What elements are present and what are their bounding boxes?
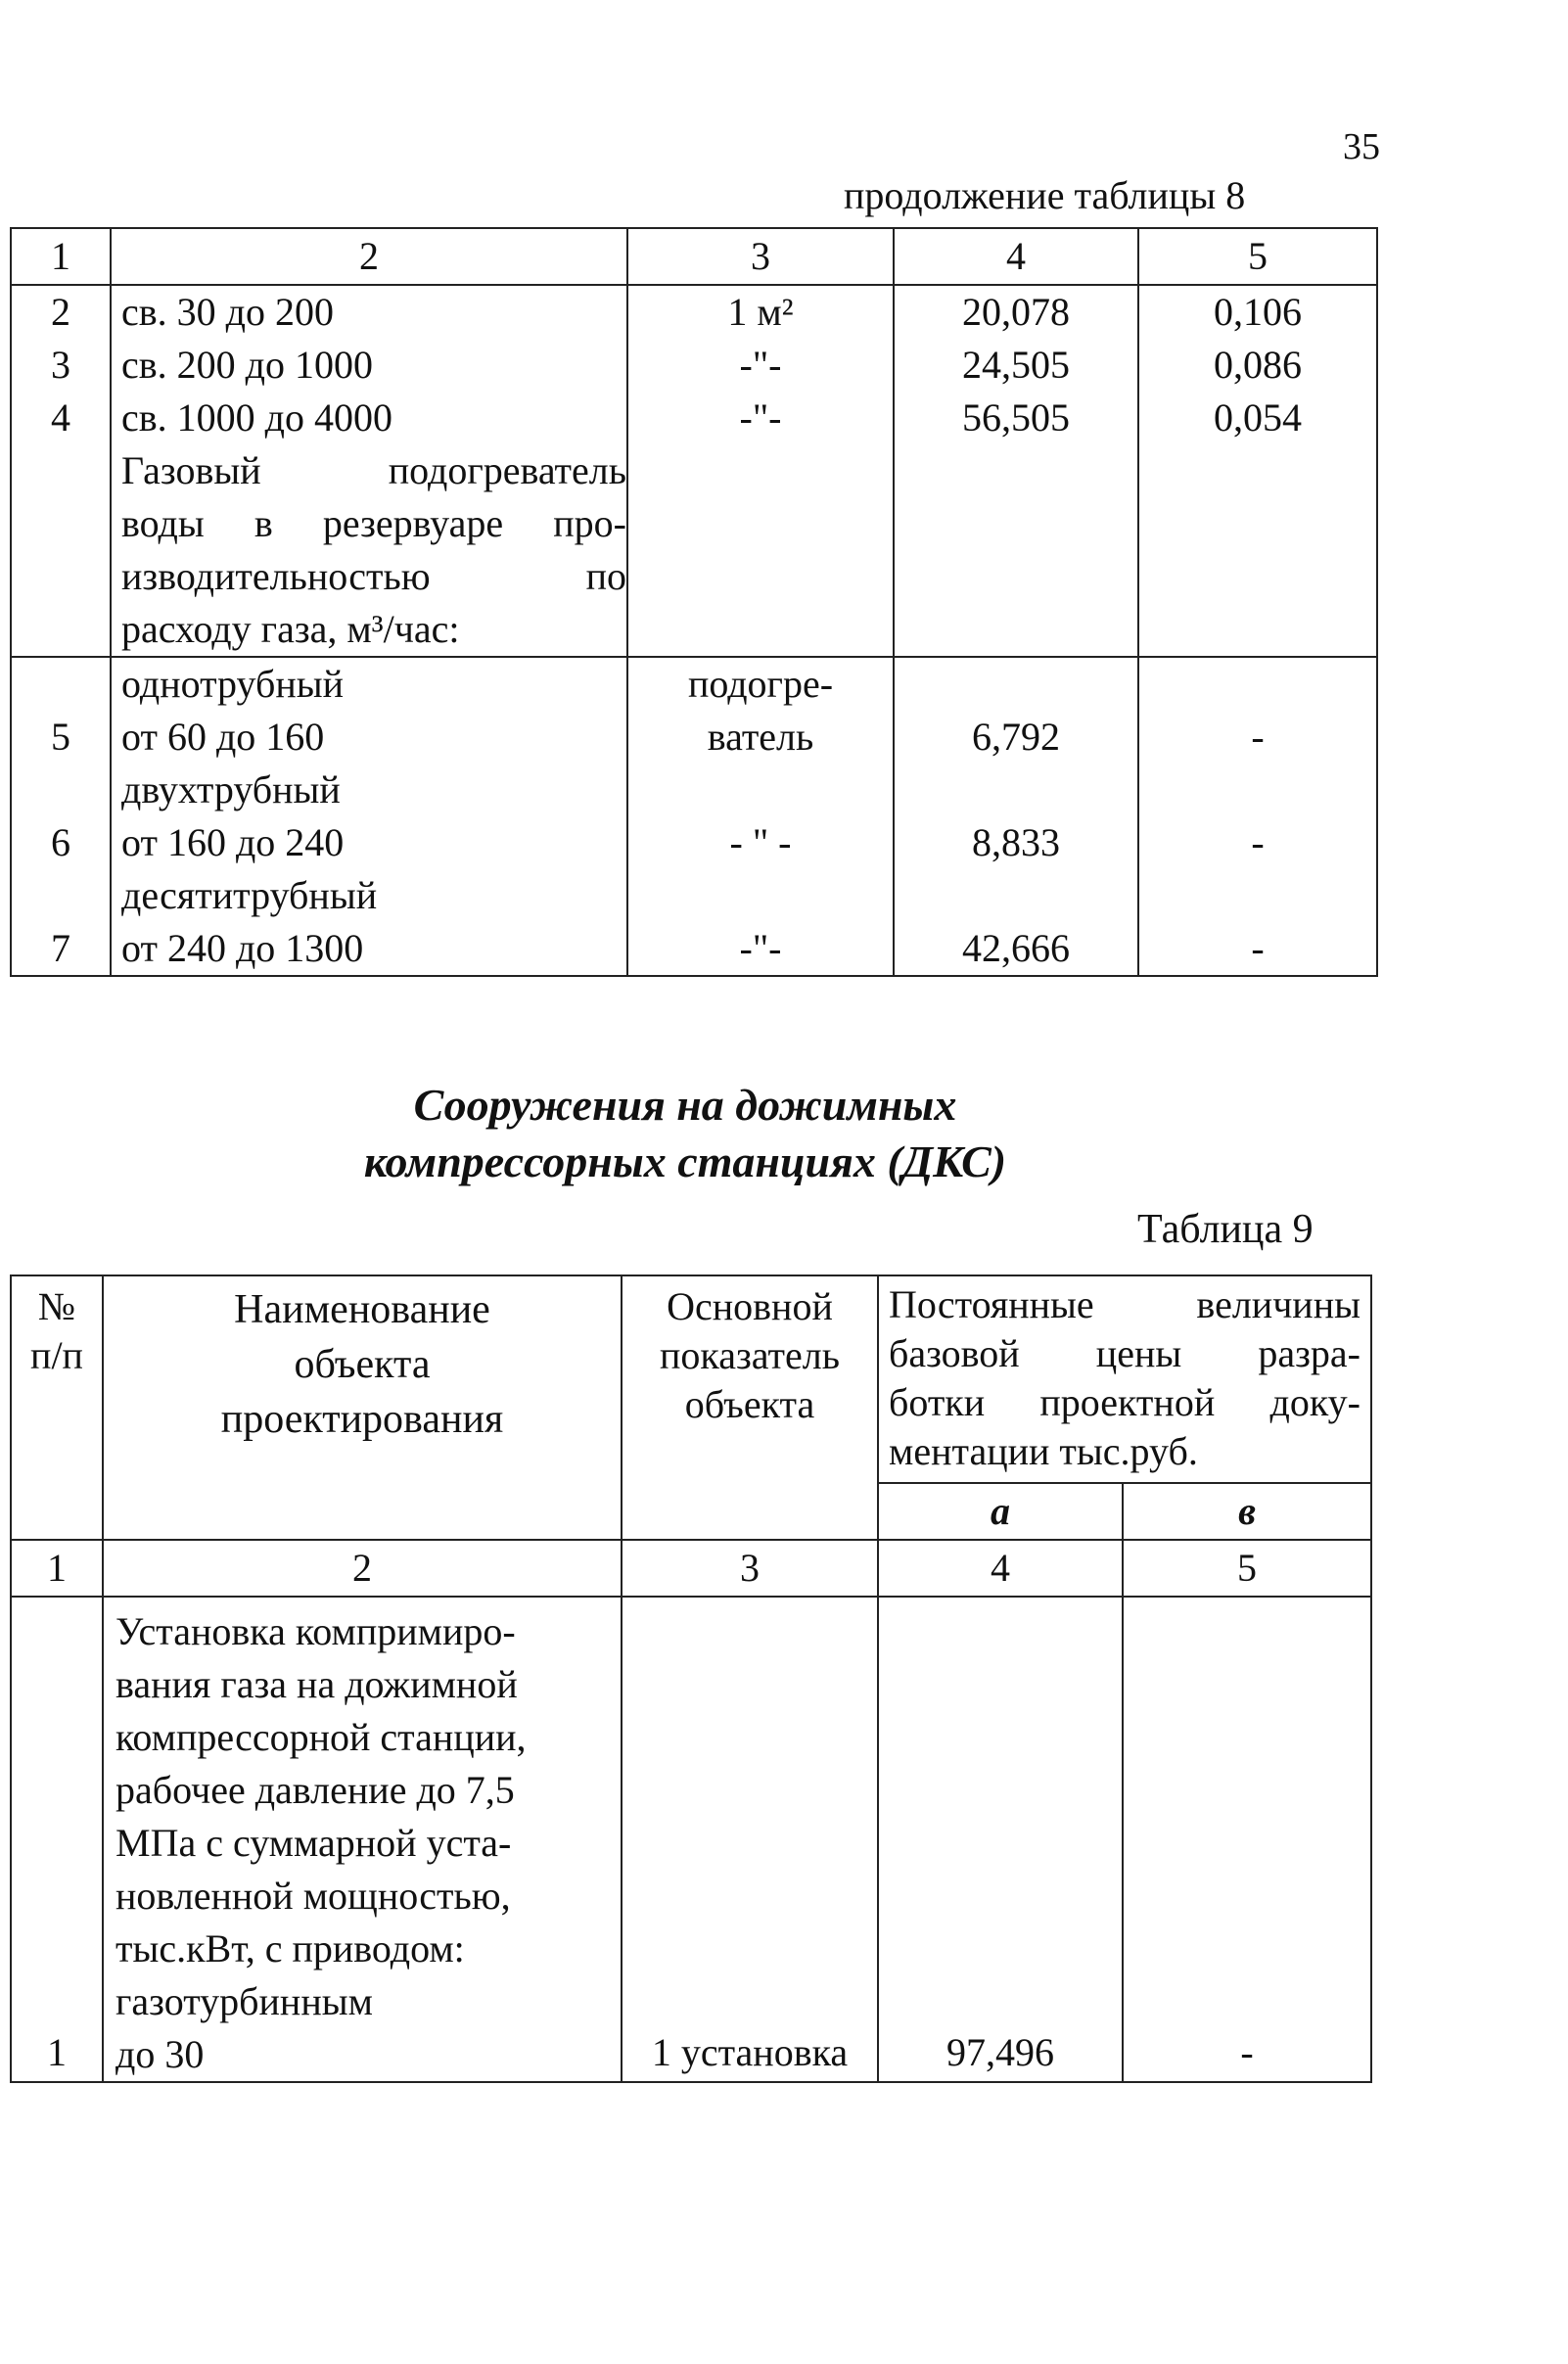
row-number: 6 [51, 820, 70, 864]
row-number: 5 [51, 715, 70, 759]
heater-type: двухтрубный [121, 767, 341, 811]
page-number: 35 [1343, 126, 1380, 167]
row-number: 7 [51, 926, 70, 970]
object-name: от 60 до 160 [121, 715, 325, 759]
header-cell: Постоянные величины базовой цены разра- ботки проектной доку- ментации тыс.руб. [878, 1275, 1371, 1483]
section-title-line: Сооружения на дожимных [413, 1080, 957, 1130]
value-a: 97,496 [878, 1597, 1123, 2082]
value-b: - [1123, 1597, 1371, 2082]
value-a: 6,792 [972, 715, 1060, 759]
value-a: 24,505 [962, 343, 1070, 387]
unit-value: -"- [739, 343, 782, 387]
value-b: 0,106 [1214, 290, 1302, 334]
section-title-line: компрессорных станциях (ДКС) [363, 1136, 1007, 1186]
heater-description-line: расходу газа, м³/час: [121, 607, 460, 651]
row-number: 4 [51, 395, 70, 440]
subheader-cell-a: а [878, 1483, 1123, 1540]
unit-value: -"- [739, 926, 782, 970]
header-cell: 4 [894, 228, 1138, 285]
section-heading [0, 1077, 1370, 1190]
row-number: 3 [51, 343, 70, 387]
value-b: 0,086 [1214, 343, 1302, 387]
object-name: св. 200 до 1000 [121, 343, 373, 387]
table-row [11, 285, 1377, 657]
header-cell: 5 [1138, 228, 1377, 285]
object-name: Установка компримиро- вания газа на дожимной компрессорной станции, рабочее давление до 7,5 МПа с суммарной уста- новленной мощностью, тыс.кВт, с приводом: газотурбинным до 30 [103, 1597, 622, 2082]
header-cell: 3 [627, 228, 894, 285]
unit-value: 1 установка [622, 1597, 878, 2082]
table-header-row [11, 1275, 1371, 1483]
value-a: 20,078 [962, 290, 1070, 334]
object-name: от 160 до 240 [121, 820, 345, 864]
column-number: 2 [103, 1540, 622, 1597]
header-cell: 2 [111, 228, 627, 285]
value-a: 8,833 [972, 820, 1060, 864]
object-name: св. 30 до 200 [121, 290, 334, 334]
unit-value: -"- [739, 395, 782, 440]
header-cell: Наименование объекта проектирования [103, 1275, 622, 1540]
row-number: 1 [11, 1597, 103, 2082]
table-row [11, 1597, 1371, 2082]
object-name: от 240 до 1300 [121, 926, 364, 970]
table-continuation-label: продолжение таблицы 8 [844, 173, 1246, 217]
heater-type: однотрубный [121, 662, 345, 706]
header-cell: 1 [11, 228, 111, 285]
unit-value: 1 м² [727, 290, 794, 334]
object-name: св. 1000 до 4000 [121, 395, 392, 440]
row-number: 2 [51, 290, 70, 334]
column-number: 5 [1123, 1540, 1371, 1597]
unit-value: подогре- [687, 662, 834, 706]
table-label: Таблица 9 [1137, 1207, 1314, 1252]
unit-value: ватель [707, 715, 814, 759]
value-a: 42,666 [962, 926, 1070, 970]
heater-description-line: изводительностью по [121, 554, 626, 598]
value-b: - [1251, 820, 1265, 864]
value-b: 0,054 [1214, 395, 1302, 440]
table-8 [10, 227, 1378, 977]
value-b: - [1251, 715, 1265, 759]
table-header-row [11, 228, 1377, 285]
subheader-cell-b: в [1123, 1483, 1371, 1540]
column-number: 4 [878, 1540, 1123, 1597]
header-cell: Основной показатель объекта [622, 1275, 878, 1540]
column-number: 3 [622, 1540, 878, 1597]
heater-description-line: Газовый подогреватель [121, 448, 626, 492]
unit-value: - " - [729, 820, 792, 864]
header-cell: № п/п [11, 1275, 103, 1540]
value-a: 56,505 [962, 395, 1070, 440]
table-row [11, 657, 1377, 976]
value-b: - [1251, 926, 1265, 970]
heater-description-line: воды в резервуаре про- [121, 501, 626, 545]
heater-type: десятитрубный [121, 873, 378, 917]
table-number-row [11, 1540, 1371, 1597]
column-number: 1 [11, 1540, 103, 1597]
table-9 [10, 1275, 1372, 2083]
